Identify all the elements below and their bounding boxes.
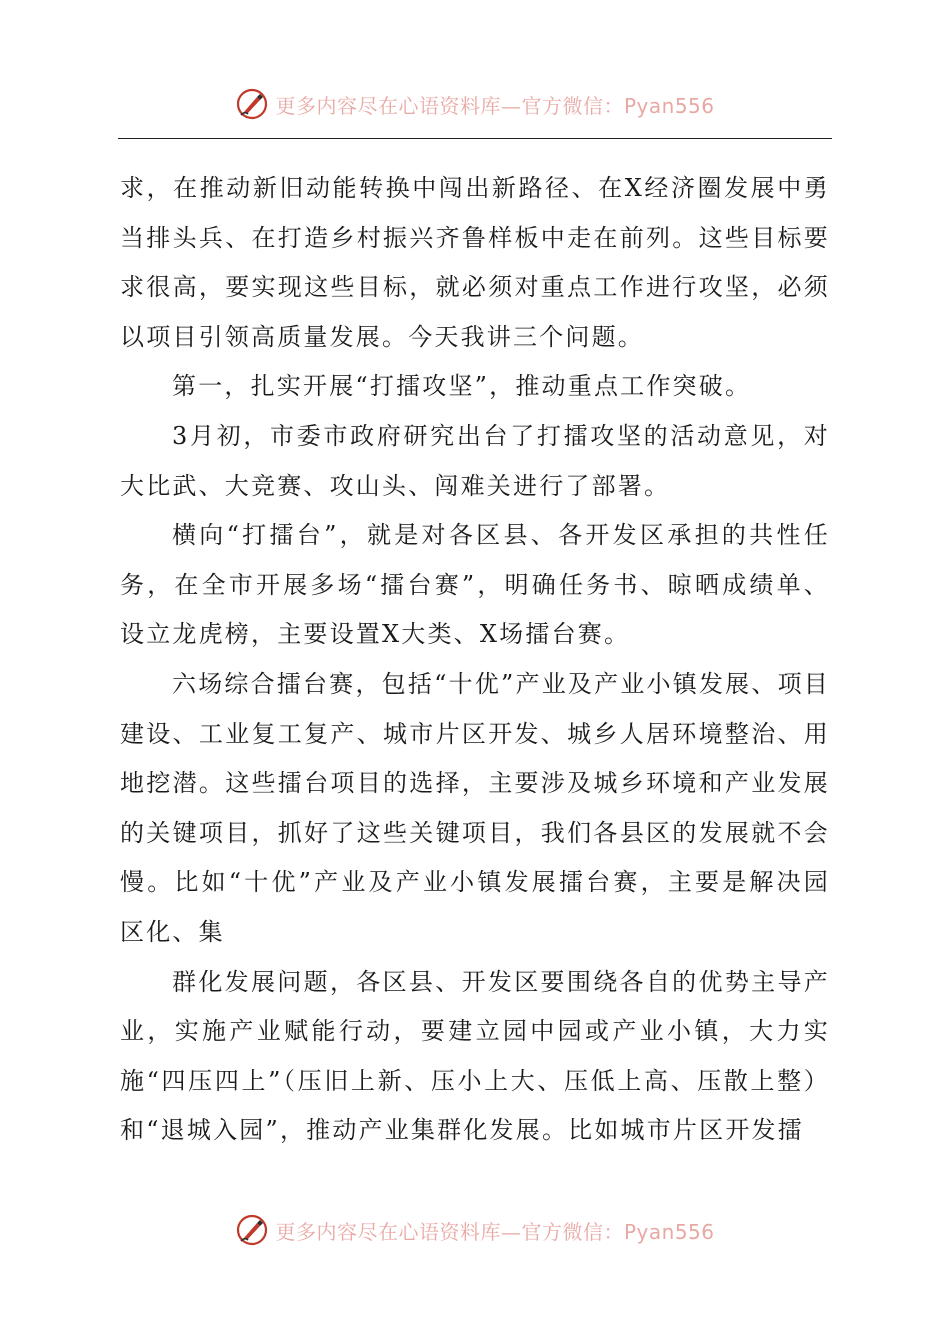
paragraph: 3月初，市委市政府研究出台了打擂攻坚的活动意见，对大比武、大竞赛、攻山头、闯难关进行了部署。 [120,421,830,500]
pen-logo-icon [235,87,269,121]
paragraph: 群化发展问题，各区县、开发区要围绕各自的优势主导产业，实施产业赋能行动，要建立园中园或产业小镇，大力实施“四压四上”（压旧上新、压小上大、压低上高、压散上整）和“退城入园”，推动产业集群化发展。比如城市片区开发擂 [120,967,830,1145]
watermark-text: 更多内容尽在心语资料库—官方微信：Pyan556 [275,1219,715,1244]
paragraph: 求，在推动新旧动能转换中闯出新路径、在X经济圈发展中勇当排头兵、在打造乡村振兴齐鲁样板中走在前列。这些目标要求很高，要实现这些目标，就必须对重点工作进行攻坚，必须以项目引领高质量发展。今天我讲三个问题。 [120,174,830,351]
watermark-text: 更多内容尽在心语资料库—官方微信：Pyan556 [275,93,715,118]
paragraph: 第一，扎实开展“打擂攻坚”，推动重点工作突破。 [172,372,752,401]
footer-watermark [0,1210,950,1250]
header-divider [118,138,832,139]
header-watermark [0,84,950,124]
document-body [120,164,830,1156]
pen-logo-icon [235,1213,269,1247]
paragraph: 六场综合擂台赛，包括“十优”产业及产业小镇发展、项目建设、工业复工复产、城市片区开发、城乡人居环境整治、用地挖潜。这些擂台项目的选择，主要涉及城乡环境和产业发展的关键项目，抓好了这些关键项目，我们各县区的发展就不会慢。比如“十优”产业及产业小镇发展擂台赛，主要是解决园区化、集 [120,669,830,946]
paragraph: 横向“打擂台”，就是对各区县、各开发区承担的共性任务，在全市开展多场“擂台赛”，明确任务书、晾晒成绩单、设立龙虎榜，主要设置X大类、X场擂台赛。 [120,521,830,649]
